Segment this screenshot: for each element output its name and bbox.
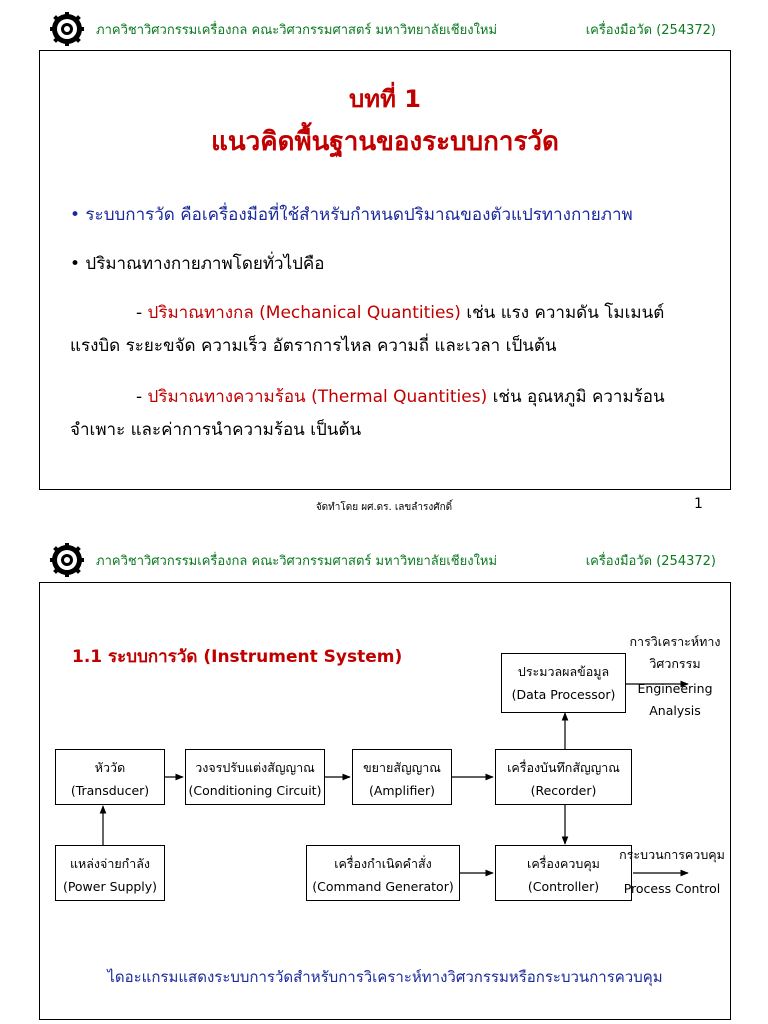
recorder-th: เครื่องบันทึกสัญญาณ [507,760,620,775]
conditioning-th: วงจรปรับแต่งสัญญาณ [195,760,315,775]
slide1-frame [39,50,731,490]
box-command-generator [306,845,460,901]
slide2-header [0,537,768,581]
conditioning-en: (Conditioning Circuit) [188,783,322,798]
chapter-title: บทที่ 1 [349,85,421,113]
controller-th: เครื่องควบคุม [527,856,600,871]
item-mechanical-dash: - [136,303,148,323]
command-generator-th: เครื่องกำเนิดคำสั่ง [334,856,432,871]
analysis-en-line1: Engineering [637,681,713,696]
analysis-th-line1: การวิเคราะห์ทาง [629,634,721,649]
chapter-subtitle: แนวคิดพื้นฐานของระบบการวัด [211,127,559,157]
item-thermal-dash: - [136,387,148,407]
process-control-en: Process Control [623,881,721,896]
department-name: ภาควิชาวิศวกรรมเครื่องกล คณะวิศวกรรมศาสตร์ มหาวิทยาลัยเชียงใหม่ [96,23,498,38]
power-supply-th: แหล่งจ่ายกำลัง [69,856,151,871]
command-generator-en: (Command Generator) [312,879,454,894]
analysis-en-line2: Analysis [649,703,701,718]
course-name: เครื่องมือวัด (254372) [585,23,716,38]
power-supply-en: (Power Supply) [62,879,158,894]
box-data-processor [501,653,626,713]
analysis-th-line2: วิศวกรรม [649,656,701,671]
department-name: ภาควิชาวิศวกรรมเครื่องกล คณะวิศวกรรมศาสตร์ มหาวิทยาลัยเชียงใหม่ [96,554,498,569]
author-credit: จัดทำโดย ผศ.ดร. เลขลำรงศักดิ์ [315,502,453,513]
item-thermal [136,383,665,410]
controller-en: (Controller) [527,879,600,894]
item-mechanical [136,299,664,326]
box-recorder [495,749,632,805]
box-transducer [55,749,165,805]
transducer-th: หัววัด [94,760,126,775]
slide2-frame [39,582,731,1020]
amplifier-en: (Amplifier) [368,783,436,798]
item-thermal-term: ปริมาณทางความร้อน (Thermal Quantities) [147,387,488,407]
box-amplifier [352,749,452,805]
item-thermal-rest: เช่น อุณหภูมิ ความร้อน [487,387,665,407]
university-logo-icon [50,12,84,46]
item-mechanical-line2: แรงบิด ระยะขจัด ความเร็ว อัตราการไหล ความถี่ และเวลา เป็นต้น [70,336,557,356]
box-conditioning-circuit [185,749,325,805]
page-number: 1 [694,496,703,512]
transducer-en: (Transducer) [70,783,150,798]
data-processor-en: (Data Processor) [511,687,616,702]
item-mechanical-rest: เช่น แรง ความดัน โมเมนต์ [460,303,665,323]
engineering-analysis-label [625,631,725,722]
data-processor-th: ประมวลผลข้อมูล [517,664,610,679]
item-mechanical-term: ปริมาณทางกล (Mechanical Quantities) [147,303,461,323]
item-thermal-line2: จำเพาะ และค่าการนำความร้อน เป็นต้น [70,420,362,440]
slide1-header [0,6,768,50]
amplifier-th: ขยายสัญญาณ [363,760,441,775]
box-power-supply [55,845,165,901]
box-controller [495,845,632,901]
recorder-en: (Recorder) [530,783,597,798]
bullet-physical-quantities: • ปริมาณทางกายภาพโดยทั่วไปคือ [70,254,325,274]
university-logo-icon [50,543,84,577]
course-name: เครื่องมือวัด (254372) [585,554,716,569]
bullet-definition: • ระบบการวัด คือเครื่องมือที่ใช้สำหรับกำหนดปริมาณของตัวแปรทางกายภาพ [70,205,633,225]
section-title: 1.1 ระบบการวัด (Instrument System) [72,647,403,667]
process-control-th: กระบวนการควบคุม [619,847,725,862]
diagram-caption: ไดอะแกรมแสดงระบบการวัดสำหรับการวิเคราะห์ทางวิศวกรรมหรือกระบวนการควบคุม [107,968,663,986]
